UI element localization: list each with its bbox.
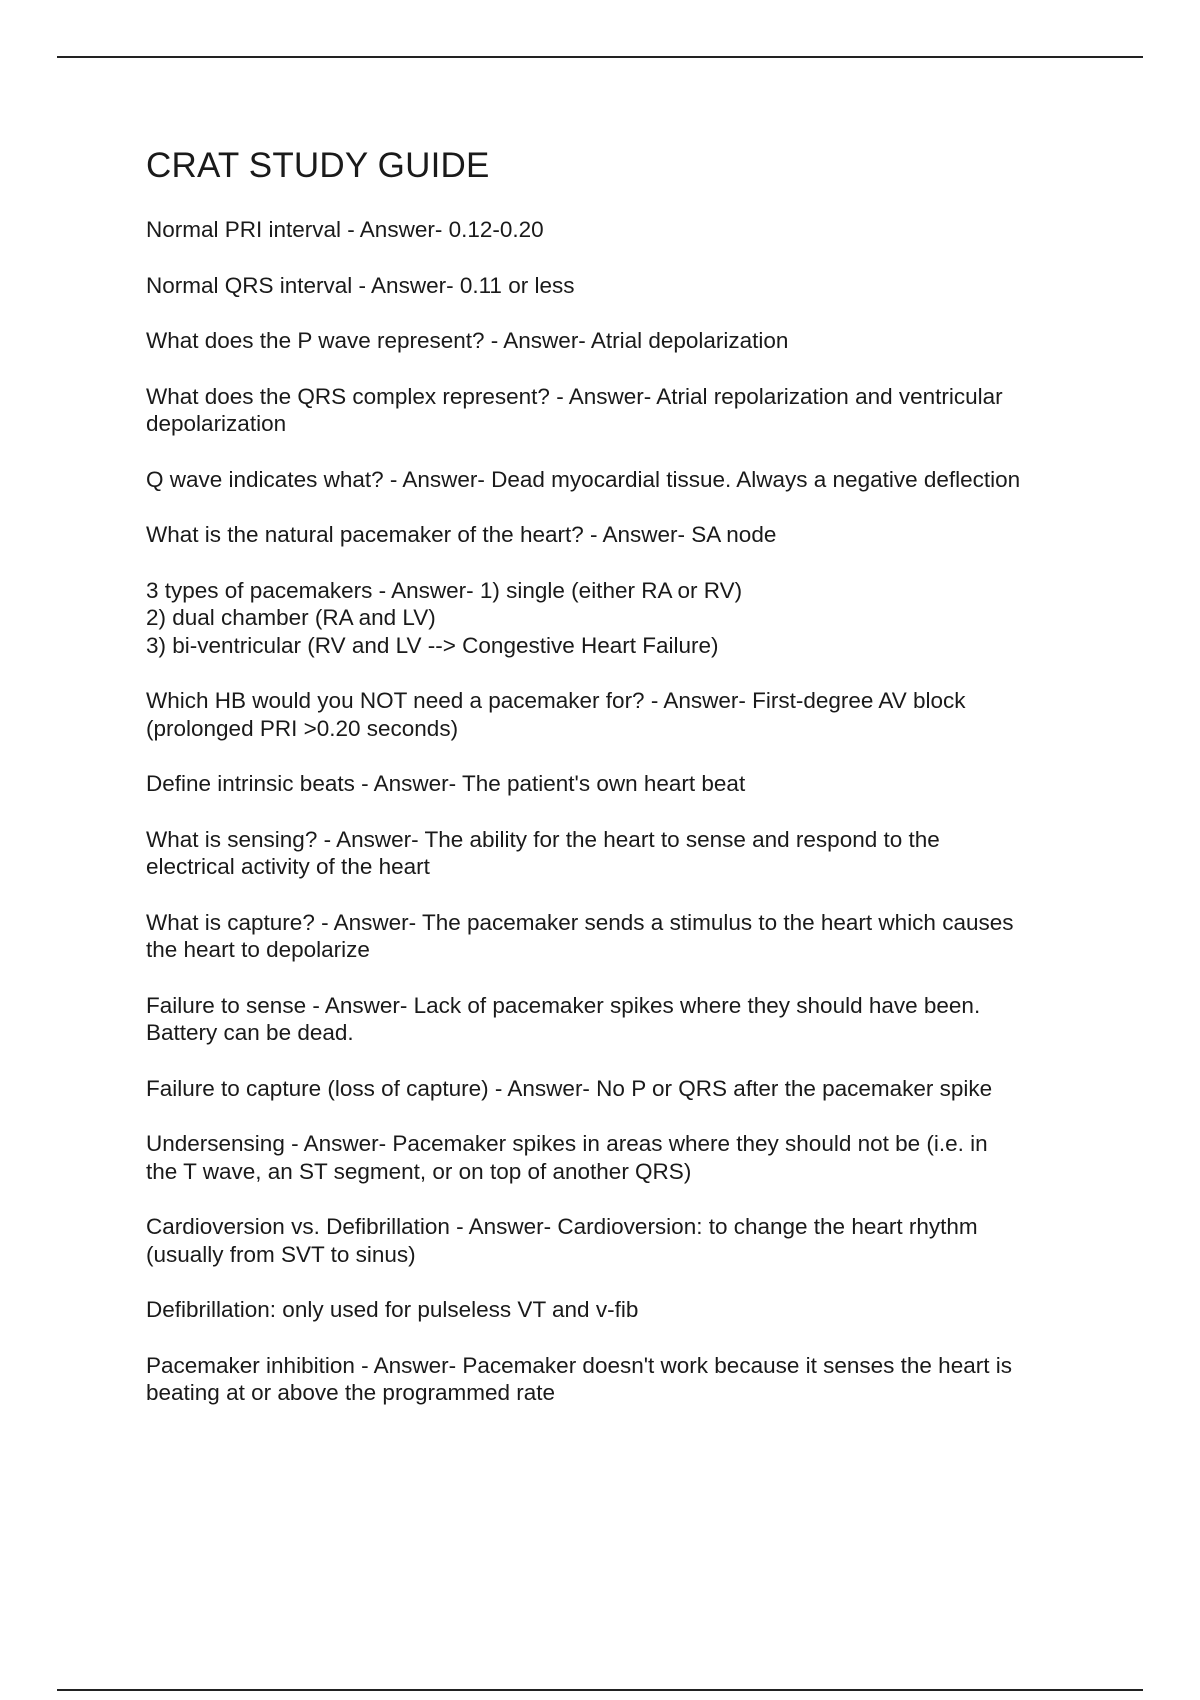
qa-entry-line: electrical activity of the heart	[146, 854, 430, 879]
qa-entry-line: 3) bi-ventricular (RV and LV --> Congestive Heart Failure)	[146, 632, 719, 658]
qa-entry	[146, 466, 1106, 494]
qa-entry	[146, 383, 1106, 438]
qa-entry	[146, 1075, 1106, 1103]
qa-entry	[146, 992, 1106, 1047]
qa-entry-line: 2) dual chamber (RA and LV)	[146, 605, 436, 630]
qa-entry	[146, 687, 1106, 742]
document-body	[146, 142, 1106, 1435]
qa-entry-line: Undersensing - Answer- Pacemaker spikes in areas where they should not be (i.e. in	[146, 1131, 988, 1156]
qa-entry	[146, 272, 1106, 300]
bottom-divider	[57, 1689, 1143, 1691]
qa-entry-line: What does the P wave represent? - Answer- Atrial depolarization	[146, 328, 789, 353]
qa-entry	[146, 909, 1106, 964]
qa-entry-line: Which HB would you NOT need a pacemaker for? - Answer- First-degree AV block	[146, 688, 966, 713]
qa-entry	[146, 521, 1106, 549]
qa-entry-line: What does the QRS complex represent? - Answer- Atrial repolarization and ventricular	[146, 383, 1003, 409]
qa-entry	[146, 1130, 1106, 1185]
document-title: CRAT STUDY GUIDE	[146, 146, 490, 185]
qa-entry-line: Battery can be dead.	[146, 1020, 354, 1045]
qa-entry-line: What is the natural pacemaker of the heart? - Answer- SA node	[146, 522, 777, 547]
qa-entry-line: Failure to sense - Answer- Lack of pacemaker spikes where they should have been.	[146, 992, 981, 1018]
qa-entry-line: What is capture? - Answer- The pacemaker sends a stimulus to the heart which causes	[146, 909, 1014, 935]
qa-entry-line: beating at or above the programmed rate	[146, 1380, 555, 1405]
qa-entry	[146, 770, 1106, 798]
qa-entry-line: Defibrillation: only used for pulseless VT and v-fib	[146, 1297, 639, 1322]
qa-entry-line: the T wave, an ST segment, or on top of another QRS)	[146, 1158, 692, 1184]
qa-entry	[146, 826, 1106, 881]
qa-entry-line: Q wave indicates what? - Answer- Dead myocardial tissue. Always a negative deflection	[146, 466, 1021, 492]
qa-entry-line: depolarization	[146, 411, 287, 436]
qa-entry-line: (prolonged PRI >0.20 seconds)	[146, 715, 459, 741]
qa-entry	[146, 327, 1106, 355]
qa-entry	[146, 1296, 1106, 1324]
qa-entry-line: Normal QRS interval - Answer- 0.11 or less	[146, 272, 575, 298]
qa-entry	[146, 1213, 1106, 1268]
study-guide-entries	[146, 216, 1106, 1407]
qa-entry-line: (usually from SVT to sinus)	[146, 1241, 416, 1267]
qa-entry-line: Define intrinsic beats - Answer- The patient's own heart beat	[146, 771, 746, 796]
qa-entry-line: the heart to depolarize	[146, 937, 370, 962]
qa-entry	[146, 577, 1106, 660]
qa-entry-line: What is sensing? - Answer- The ability for the heart to sense and respond to the	[146, 826, 940, 852]
qa-entry-line: Failure to capture (loss of capture) - Answer- No P or QRS after the pacemaker spike	[146, 1075, 993, 1101]
qa-entry-line: Normal PRI interval - Answer- 0.12-0.20	[146, 217, 544, 242]
qa-entry-line: Pacemaker inhibition - Answer- Pacemaker doesn't work because it senses the heart is	[146, 1352, 1012, 1378]
qa-entry	[146, 216, 1106, 244]
qa-entry-line: Cardioversion vs. Defibrillation - Answer- Cardioversion: to change the heart rhythm	[146, 1214, 978, 1239]
qa-entry	[146, 1352, 1106, 1407]
qa-entry-line: 3 types of pacemakers - Answer- 1) single (either RA or RV)	[146, 577, 743, 603]
top-divider	[57, 56, 1143, 58]
